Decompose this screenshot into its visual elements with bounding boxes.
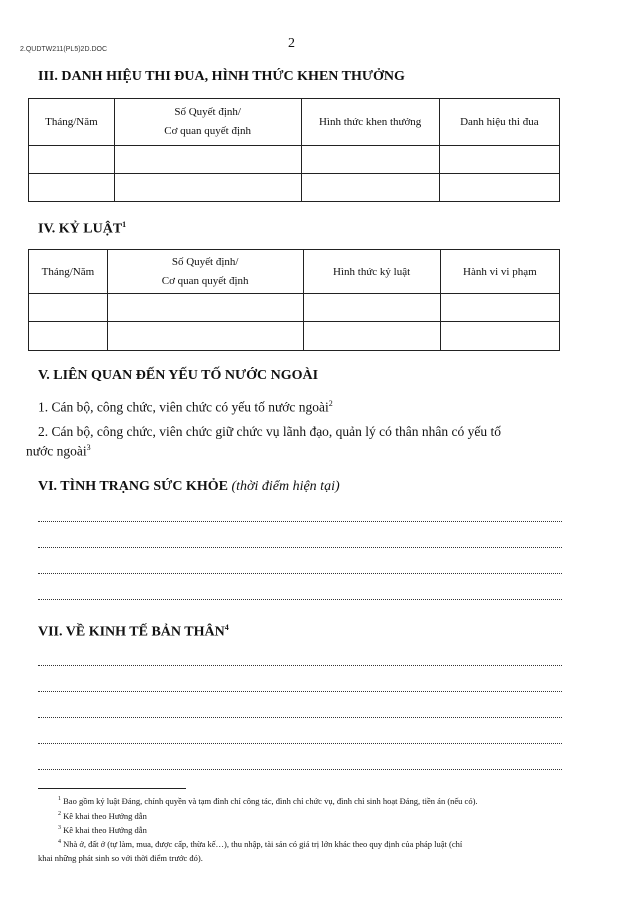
section-6-title-hint: (thời điểm hiện tại): [231, 479, 340, 494]
footnote-3: [58, 825, 147, 835]
awards-col-emulation-title: Danh hiệu thi đua: [439, 99, 559, 146]
discipline-col-month-year: Tháng/Năm: [29, 250, 108, 294]
dotted-answer-line: [38, 769, 562, 770]
dotted-answer-line: [38, 665, 562, 666]
discipline-col-decision-line2: Cơ quan quyết định: [161, 274, 249, 287]
document-code: 2.QUDTW211(PL5)2D.DOC: [20, 46, 108, 53]
table-cell: [107, 294, 303, 322]
section-5-item-2-line-2-text: nước ngoài: [26, 443, 87, 459]
table-cell: [439, 174, 559, 202]
awards-table: [28, 98, 560, 202]
discipline-col-violation: Hành vi vi phạm: [440, 250, 559, 294]
footnote-2: [58, 811, 147, 821]
footnote-separator: [38, 788, 186, 789]
footnote-4-continued: khai những phát sinh so với thời điểm trước đó).: [38, 853, 203, 863]
dotted-answer-line: [38, 691, 562, 692]
footnote-1-mark: 1: [58, 796, 61, 803]
table-cell: [29, 174, 115, 202]
table-cell: [439, 146, 559, 174]
table-row: [29, 294, 560, 322]
discipline-col-decision: [107, 250, 303, 294]
table-cell: [29, 294, 108, 322]
dotted-answer-line: [38, 599, 562, 600]
table-cell: [301, 174, 439, 202]
awards-col-decision-line1: Số Quyết định/: [174, 106, 241, 118]
dotted-answer-line: [38, 547, 562, 548]
section-3-title: III. DANH HIỆU THI ĐUA, HÌNH THỨC KHEN THƯỞNG: [38, 69, 405, 84]
section-5-title: V. LIÊN QUAN ĐẾN YẾU TỐ NƯỚC NGOÀI: [38, 368, 319, 383]
awards-col-decision-line2: Cơ quan quyết định: [164, 125, 252, 137]
table-cell: [440, 294, 559, 322]
table-cell: [114, 174, 301, 202]
dotted-answer-line: [38, 743, 562, 744]
table-row: [29, 174, 560, 202]
table-cell: [114, 146, 301, 174]
table-cell: [29, 322, 108, 351]
section-6-title-text: VI. TÌNH TRẠNG SỨC KHỎE: [38, 479, 228, 494]
discipline-table-header-row: [29, 250, 560, 294]
section-5-item-1: [38, 399, 333, 416]
section-4-title: [38, 220, 126, 238]
footnote-3-text: Kê khai theo Hướng dẫn: [63, 825, 147, 835]
dotted-answer-line: [38, 573, 562, 574]
section-7-title: [38, 623, 229, 641]
section-5-item-2-line-2: [26, 443, 91, 460]
discipline-table: [28, 249, 560, 351]
section-5-item-1-text: 1. Cán bộ, công chức, viên chức có yếu tố nước ngoài: [38, 399, 329, 415]
section-7-title-text: VII. VỀ KINH TẾ BẢN THÂN: [38, 624, 225, 640]
footnote-ref-3: 3: [86, 443, 91, 452]
footnote-1-text: Bao gồm kỷ luật Đảng, chính quyền và tạm đình chỉ công tác, đình chỉ chức vụ, đình chỉ sinh hoạt Đảng, tiền án (nếu có).: [63, 796, 478, 806]
discipline-col-form: Hình thức kỷ luật: [303, 250, 440, 294]
footnote-2-mark: 2: [58, 811, 61, 818]
footnote-ref-4: 4: [224, 623, 229, 632]
footnote-3-mark: 3: [58, 825, 61, 832]
page-number: 2: [288, 36, 295, 51]
footnote-4-mark: 4: [58, 839, 61, 846]
footnote-4-text: Nhà ở, đất ở (tự làm, mua, được cấp, thừa kế…), thu nhập, tài sản có giá trị lớn khác theo quy định của pháp luật (chỉ: [63, 839, 463, 849]
footnote-4: [58, 839, 462, 849]
table-cell: [301, 146, 439, 174]
dotted-answer-line: [38, 717, 562, 718]
footnote-ref-1: 1: [122, 220, 127, 229]
footnote-1: [58, 796, 478, 806]
section-6-title: [38, 479, 340, 495]
table-cell: [29, 146, 115, 174]
awards-col-award-form: Hình thức khen thưởng: [301, 99, 439, 146]
table-row: [29, 322, 560, 351]
section-4-title-text: IV. KỶ LUẬT: [38, 221, 123, 237]
awards-col-month-year: Tháng/Năm: [29, 99, 115, 146]
table-cell: [303, 322, 440, 351]
dotted-answer-line: [38, 521, 562, 522]
awards-table-header-row: [29, 99, 560, 146]
awards-col-decision: [114, 99, 301, 146]
footnote-2-text: Kê khai theo Hướng dẫn: [63, 811, 147, 821]
table-row: [29, 146, 560, 174]
table-cell: [303, 294, 440, 322]
footnote-ref-2: 2: [328, 399, 333, 408]
discipline-col-decision-line1: Số Quyết định/: [171, 255, 239, 268]
section-5-item-2-line-1: 2. Cán bộ, công chức, viên chức giữ chức vụ lãnh đạo, quản lý có thân nhân có yếu tố: [38, 424, 502, 439]
table-cell: [107, 322, 303, 351]
table-cell: [440, 322, 559, 351]
